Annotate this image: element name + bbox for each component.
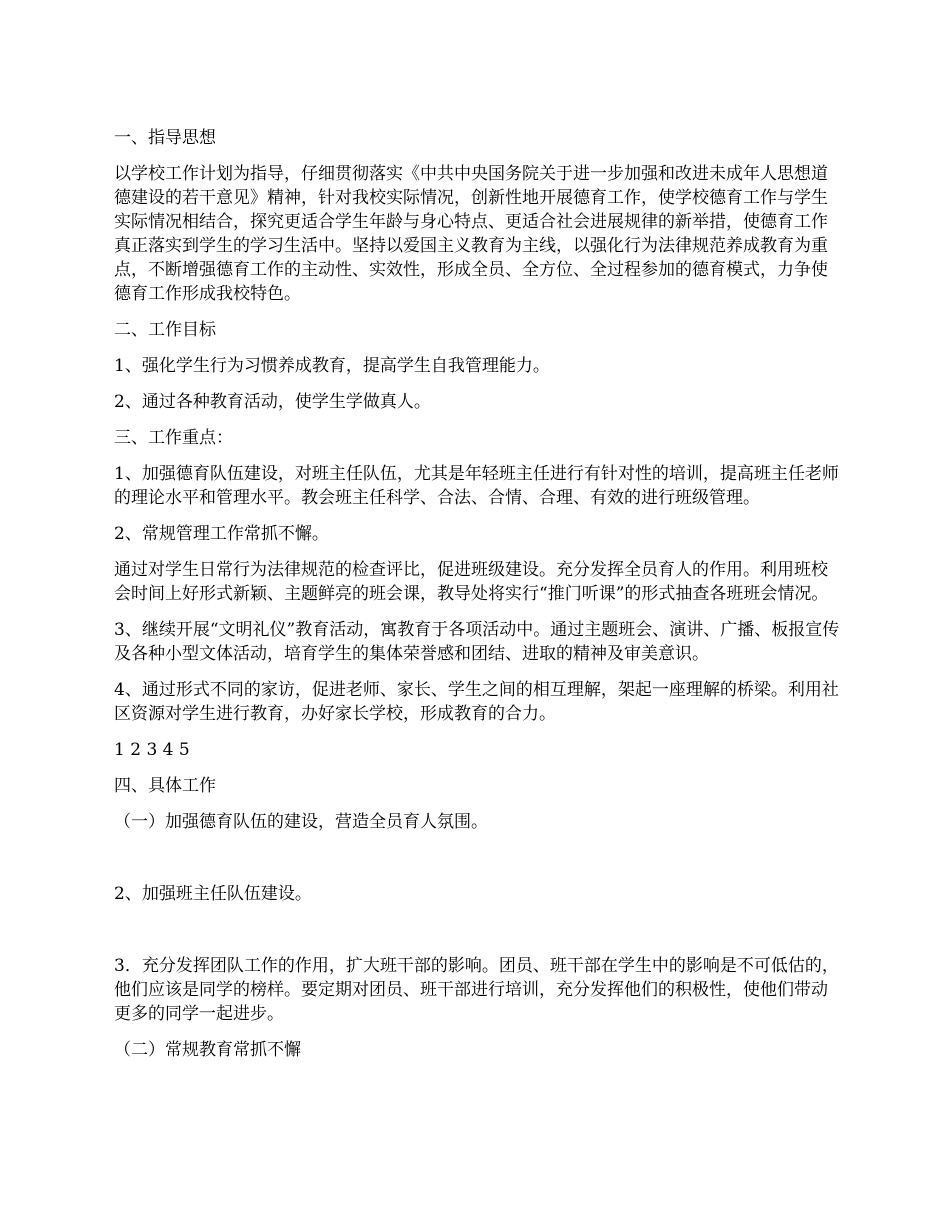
focus-item-3: 3、继续开展“文明礼仪”教育活动，寓教育于各项活动中。通过主题班会、演讲、广播、板报宣传及各种小型文体活动，培育学生的集体荣誉感和团结、进取的精神及审美意识。 <box>114 620 840 664</box>
subsection-heading-team-building: （一）加强德育队伍的建设，营造全员育人氛围。 <box>114 812 488 832</box>
work-item-2: 2、加强班主任队伍建设。 <box>114 884 312 904</box>
section-heading-work-focus: 三、工作重点： <box>114 428 233 448</box>
focus-item-4: 4、通过形式不同的家访，促进老师、家长、学生之间的相互理解，架起一座理解的桥梁。利用社区资源对学生进行教育，办好家长学校，形成教育的合力。 <box>114 680 839 724</box>
subsection-heading-routine-education: （二）常规教育常抓不懈 <box>114 1040 301 1060</box>
section-heading-specific-work: 四、具体工作 <box>114 776 216 796</box>
focus-item-1: 1、加强德育队伍建设，对班主任队伍，尤其是年轻班主任进行有针对性的培训，提高班主任老师的理论水平和管理水平。教会班主任科学、合法、合情、合理、有效的进行班级管理。 <box>114 464 839 508</box>
section-heading-work-goals: 二、工作目标 <box>114 320 216 340</box>
paragraph-guiding-ideology: 以学校工作计划为指导，仔细贯彻落实《中共中央国务院关于进一步加强和改进未成年人思想道德建设的若干意见》精神，针对我校实际情况，创新性地开展德育工作，使学校德育工作与学生实际情况相结合，探究更适合学生年龄与身心特点、更适合社会进展规律的新举措，使德育工作真正落实到学生的学习生活中。坚持以爱国主义教育为主线，以强化行为法律规范养成教育为重点，不断增强德育工作的主动性、实效性，形成全员、全方位、全过程参加的德育模式，力争使德育工作形成我校特色。 <box>114 164 828 304</box>
section-heading-guiding-ideology: 一、指导思想 <box>114 128 216 148</box>
document-body <box>114 126 844 1074</box>
work-item-3: 3．充分发挥团队工作的作用，扩大班干部的影响。团员、班干部在学生中的影响是不可低估的，他们应该是同学的榜样。要定期对团员、班干部进行培训，充分发挥他们的积极性，使他们带动更多的同学一起进步。 <box>114 956 839 1024</box>
goal-item-2: 2、通过各种教育活动，使学生学做真人。 <box>114 392 431 412</box>
focus-item-2-detail: 通过对学生日常行为法律规范的检查评比，促进班级建设。充分发挥全员育人的作用。利用班校会时间上好形式新颖、主题鲜亮的班会课，教导处将实行“推门听课”的形式抽查各班班会情况。 <box>114 560 829 604</box>
focus-item-2: 2、常规管理工作常抓不懈。 <box>114 524 329 544</box>
goal-item-1: 1、强化学生行为习惯养成教育，提高学生自我管理能力。 <box>114 356 550 376</box>
number-sequence: 1 2 3 4 5 <box>114 740 190 760</box>
